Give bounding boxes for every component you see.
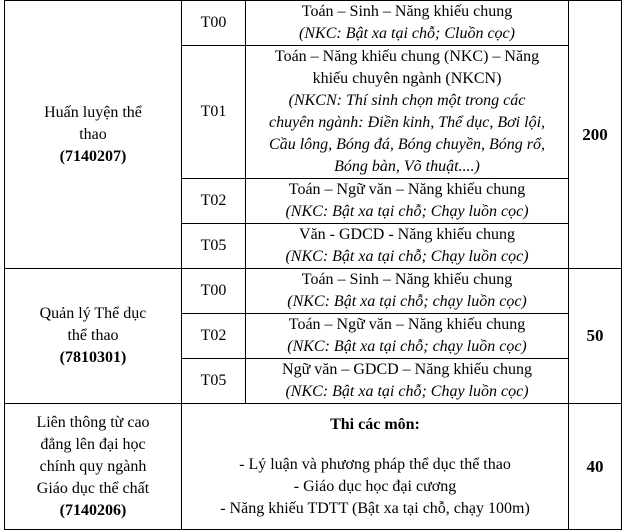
exam-cell xyxy=(182,404,569,530)
note-text: (NKC: Bật xa tại chỗ; chạy luồn cọc) xyxy=(287,293,527,310)
quota-cell: 40 xyxy=(569,404,622,530)
combo-code: T00 xyxy=(182,269,246,314)
subjects-text: Văn - GDCD - Năng khiếu chung xyxy=(299,226,515,243)
note-text: Bóng bàn, Võ thuật....) xyxy=(334,158,480,175)
major-code: (7810301) xyxy=(59,349,127,366)
subjects-cell xyxy=(246,314,569,359)
note-text: Cầu lông, Bóng đá, Bóng chuyền, Bóng rổ, xyxy=(269,136,545,153)
major-name-line: Huấn luyện thể xyxy=(44,103,142,121)
major-name-line: Liên thông từ cao xyxy=(36,413,150,431)
major-name-line: thao xyxy=(79,125,107,143)
note-text: (NKC: Bật xa tại chỗ; Chạy luồn cọc) xyxy=(285,203,529,220)
subjects-cell xyxy=(246,224,569,269)
subjects-cell xyxy=(246,1,569,46)
subjects-cell xyxy=(246,359,569,404)
exam-item: - Lý luận và phương pháp thể dục thể thao xyxy=(239,455,511,473)
major-code: (7140207) xyxy=(59,147,127,165)
subjects-cell xyxy=(246,179,569,224)
combo-code: T02 xyxy=(182,179,246,224)
subjects-text: Toán – Ngữ văn – Năng khiếu chung xyxy=(288,181,526,198)
subjects-text: Toán – Sinh – Năng khiếu chung xyxy=(301,271,513,288)
major-name-line: thể thao xyxy=(67,327,119,344)
note-text: chuyên ngành: Điền kinh, Thể dục, Bơi lội, xyxy=(268,114,546,131)
subjects-text: Toán – Ngữ văn – Năng khiếu chung xyxy=(288,316,526,333)
note-text: (NKCN: Thí sinh chọn một trong các xyxy=(288,92,526,109)
major-cell xyxy=(5,269,182,404)
subjects-text: Toán – Năng khiếu chung (NKC) – Năng xyxy=(274,48,540,65)
major-cell xyxy=(5,404,182,530)
quota-cell: 200 xyxy=(569,1,622,269)
admission-table xyxy=(4,0,622,530)
note-text: (NKC: Bật xa tại chỗ; Cluồn cọc) xyxy=(299,25,515,42)
subjects-text: Ngữ văn – GDCD – Năng khiếu chung xyxy=(282,361,532,378)
subjects-text: khiếu chuyên ngành (NKCN) xyxy=(312,70,502,87)
note-text: (NKC: Bật xa tại chỗ; Chạy luồn cọc) xyxy=(285,248,529,265)
major-name-line: đẳng lên đại học xyxy=(40,435,146,453)
combo-code: T01 xyxy=(182,46,246,179)
combo-code: T05 xyxy=(182,224,246,269)
major-code: (7140206) xyxy=(59,501,127,519)
major-name-line: chính quy ngành xyxy=(39,457,147,475)
table-row xyxy=(5,1,622,46)
subjects-text: Toán – Sinh – Năng khiếu chung xyxy=(301,3,513,20)
quota-cell: 50 xyxy=(569,269,622,404)
combo-code: T02 xyxy=(182,314,246,359)
subjects-cell xyxy=(246,46,569,179)
exam-item: - Giáo dục học đại cương xyxy=(293,477,457,495)
combo-code: T00 xyxy=(182,1,246,46)
major-name-line: Quản lý Thể dục xyxy=(39,305,147,322)
subjects-cell xyxy=(246,269,569,314)
note-text: (NKC: Bật xa tại chỗ; chạy luồn cọc) xyxy=(287,338,527,355)
combo-code: T05 xyxy=(182,359,246,404)
note-text: (NKC: Bật xa tại chỗ; Chạy luồn cọc) xyxy=(285,383,529,400)
table-row xyxy=(5,404,622,530)
exam-title: Thi các môn: xyxy=(330,415,420,433)
major-name-line: Giáo dục thể chất xyxy=(36,479,150,497)
major-cell xyxy=(5,1,182,269)
exam-item: - Năng khiếu TDTT (Bật xa tại chỗ, chạy 100m) xyxy=(220,499,530,517)
table-row xyxy=(5,269,622,314)
